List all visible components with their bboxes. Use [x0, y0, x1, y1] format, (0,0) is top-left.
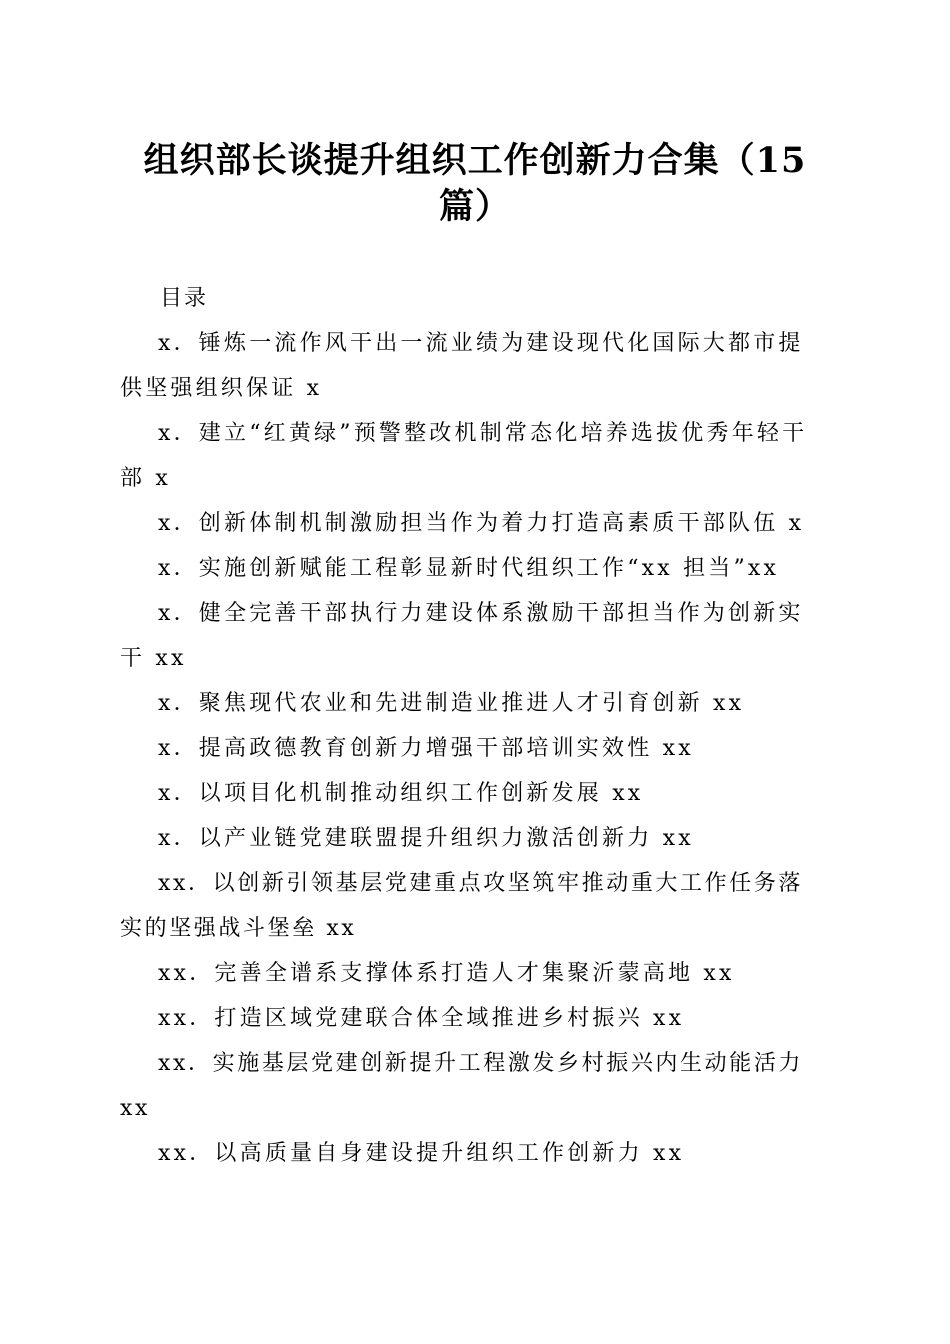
toc-item-5: x．健全完善干部执行力建设体系激励干部担当作为创新实干 xx	[120, 601, 804, 671]
toc-item-13: xx．实施基层党建创新提升工程激发乡村振兴内生动能活力 xx	[120, 1051, 804, 1121]
toc-item-2: x．建立“红黄绿”预警整改机制常态化培养选拔优秀年轻干部 x	[120, 421, 808, 491]
toc-item-12: xx．打造区域党建联合体全域推进乡村振兴 xx	[158, 1006, 685, 1031]
toc-item-9: x．以产业链党建联盟提升组织力激活创新力 xx	[158, 826, 694, 851]
document-title: 组织部长谈提升组织工作创新力合集（15篇）	[143, 140, 807, 227]
toc-item-4: x．实施创新赋能工程彰显新时代组织工作“xx 担当”xx	[158, 556, 780, 581]
toc-item-7: x．提高政德教育创新力增强干部培训实效性 xx	[158, 736, 694, 761]
toc-item-11: xx．完善全谱系支撑体系打造人才集聚沂蒙高地 xx	[158, 961, 735, 986]
toc-item-10: xx．以创新引领基层党建重点攻坚筑牢推动重大工作任务落实的坚强战斗堡垒 xx	[120, 871, 804, 941]
toc-item-14: xx．以高质量自身建设提升组织工作创新力 xx	[158, 1141, 685, 1166]
toc-item-3: x．创新体制机制激励担当作为着力打造高素质干部队伍 x	[158, 511, 805, 536]
toc-item-6: x．聚焦现代农业和先进制造业推进人才引育创新 xx	[158, 691, 745, 716]
toc-item-8: x．以项目化机制推动组织工作创新发展 xx	[158, 781, 644, 806]
toc-heading: 目录	[160, 286, 209, 311]
toc-item-1: x．锤炼一流作风干出一流业绩为建设现代化国际大都市提供坚强组织保证 x	[120, 331, 804, 401]
table-of-contents	[120, 276, 825, 1176]
